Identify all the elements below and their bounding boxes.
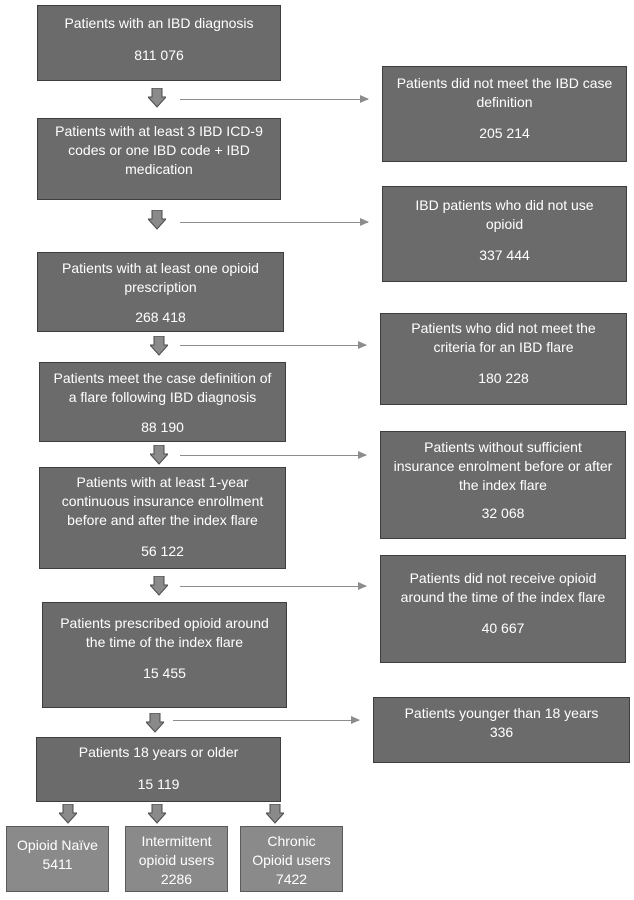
exclusion-ibd-case-definition — [382, 66, 627, 162]
exclusion-arrow — [180, 345, 366, 346]
exclusion-arrow — [180, 586, 366, 587]
step-label: Patients with at least 3 IBD ICD-9 codes or one IBD code + IBD medication — [55, 123, 263, 177]
down-arrow-icon — [148, 210, 166, 230]
step-opioid-index-flare — [42, 602, 287, 708]
group-intermittent-users — [125, 826, 228, 892]
down-arrow-icon — [266, 804, 284, 824]
step-icd9-codes — [37, 118, 281, 200]
step-count: 811 076 — [134, 47, 184, 63]
group-label: Chronic Opioid users — [252, 833, 331, 868]
step-count: 56 122 — [141, 543, 184, 559]
step-label: Patients 18 years or older — [78, 744, 239, 760]
exclusion-under-18 — [373, 697, 630, 763]
exclusion-label: IBD patients who did not use opioid — [415, 197, 594, 232]
down-arrow-icon — [146, 713, 164, 733]
step-label: Patients with an IBD diagnosis — [64, 15, 254, 31]
group-count: 2286 — [160, 871, 193, 887]
step-count: 15 455 — [143, 665, 186, 681]
exclusion-label: Patients younger than 18 years — [404, 705, 599, 721]
exclusion-count: 205 214 — [479, 125, 530, 141]
group-label: Intermittent opioid users — [138, 833, 215, 868]
down-arrow-icon — [150, 576, 168, 596]
step-ibd-diagnosis — [37, 5, 281, 81]
step-insurance-enrollment — [39, 467, 286, 569]
exclusion-count: 337 444 — [479, 247, 530, 263]
exclusion-count: 40 667 — [481, 620, 525, 636]
step-18-or-older — [36, 737, 281, 802]
exclusion-insurance — [380, 431, 626, 539]
step-count: 268 418 — [135, 309, 186, 325]
exclusion-no-opioid-index-flare — [380, 555, 626, 663]
exclusion-ibd-flare — [380, 313, 627, 405]
exclusion-count: 336 — [489, 724, 514, 740]
step-label: Patients meet the case definition of a flare following IBD diagnosis — [53, 370, 272, 405]
group-chronic-users — [240, 826, 343, 892]
step-label: Patients with at least 1-year continuous insurance enrollment before and after the index flare — [61, 474, 264, 528]
group-label: Opioid Naïve — [17, 837, 98, 853]
exclusion-arrow — [180, 455, 366, 456]
step-label: Patients with at least one opioid prescription — [62, 260, 259, 295]
down-arrow-icon — [148, 804, 166, 824]
step-count: 15 119 — [137, 776, 180, 792]
exclusion-arrow — [173, 720, 359, 721]
down-arrow-icon — [148, 88, 166, 108]
step-opioid-prescription — [37, 252, 284, 332]
step-label: Patients prescribed opioid around the time of the index flare — [60, 615, 269, 650]
exclusion-count: 32 068 — [481, 505, 525, 521]
exclusion-label: Patients did not receive opioid around the time of the index flare — [400, 570, 606, 605]
down-arrow-icon — [150, 336, 168, 356]
group-count: 5411 — [42, 856, 73, 872]
group-count: 7422 — [275, 871, 308, 887]
step-count: 88 190 — [141, 419, 184, 435]
exclusion-arrow — [180, 222, 368, 223]
exclusion-no-opioid — [382, 186, 627, 282]
exclusion-arrow — [180, 99, 368, 100]
exclusion-label: Patients who did not meet the criteria for an IBD flare — [411, 320, 596, 355]
down-arrow-icon — [150, 445, 168, 465]
exclusion-label: Patients did not meet the IBD case definition — [396, 75, 613, 110]
exclusion-count: 180 228 — [478, 370, 529, 386]
group-opioid-naive — [6, 826, 109, 892]
down-arrow-icon — [59, 804, 77, 824]
exclusion-label: Patients without sufficient insurance enrolment before or after the index flare — [393, 439, 613, 493]
step-flare-definition — [39, 362, 286, 442]
